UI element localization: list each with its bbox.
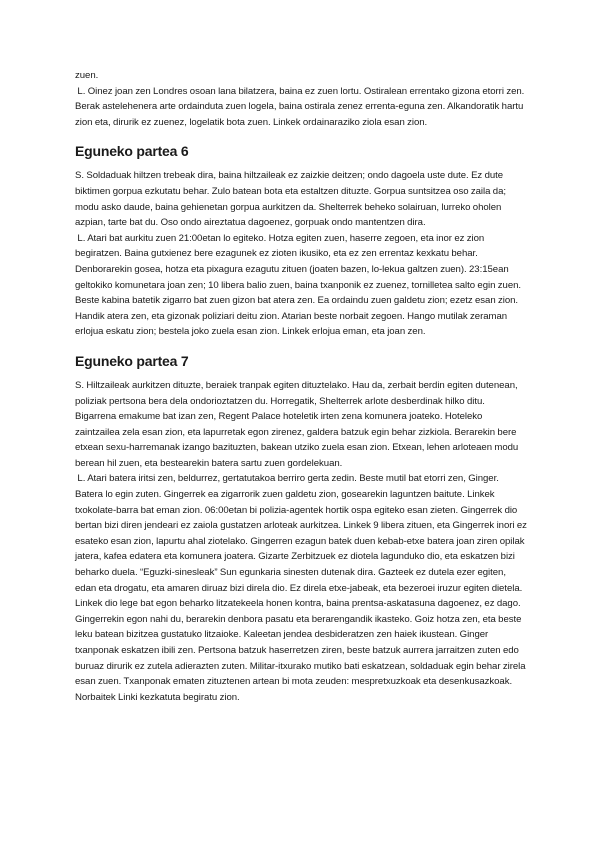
paragraph: S. Hiltzaileak aurkitzen dituzte, beraiek tranpak egiten dituztelako. Hau da, zerbait berdin egiten dutenean, poliziak pertsona bera dela ondorioztatzen du. Horregatik, Shelterrek arlote desberdinak hilko ditu. Bigarrena emakume bat izan zen, Regent Palace hoteletik irten zena komunera joateko. Hoteleko zaintzailea zela esan zion, eta lapurretak egon zirenez, galdera batzuk egin behar zizkiola. Berarekin bere etxean sexu-harremanak izango bazituzten, bakean utziko zuela esan zion. Etxean, lehen arloteaen modu berean hil zuen, eta bestearekin batera sartu zuen gordelekuan. <box>75 379 519 469</box>
section-heading: Eguneko partea 6 <box>75 143 189 160</box>
document-page <box>75 68 527 705</box>
section-day-7 <box>75 352 527 705</box>
section-heading: Eguneko partea 7 <box>75 352 189 369</box>
paragraph: L. Atari batera iritsi zen, beldurrez, gertatutakoa berriro gerta zedin. Beste mutil bat etorri zen, Ginger. Batera lo egin zuten. Gingerrek ea zigarrorik zuen galdetu zion, gosearekin laguntzen baitute. Linkek txokolate-barra bat eman zion. 06:00etan bi polizia-agentek hortik ospa egiteko esan zieten. Gingerrek dio bertan bizi diren jendeari ez zaiola gustatzen arloteak aurkitzea. Linkek 9 libera zituen, eta Gingerrek inori ez esateko esan zion, lapurtu ahal ziotelako. Gingerren ezagun batek duen kebab-etxe batera joan ziren opilak jatera, kafea edatera eta komunera joatera. Gizarte Zerbitzuek ez diotela lagunduko dio, eta eskatzen bizi beharko duela. “Eguzki-sinesleak” Sun egunkaria sinesten dutenak dira. Gazteek ez dutela ezer egiten, edan eta drogatu, eta amaren diruaz bizi direla dio. Ez direla etxe-jabeak, eta bezeroei iruzur egiten dietela. Linkek dio lege bat egon beharko litzatekeela honen kontra, baina prentsa-askatasuna dagoenez, ez dago. Gingerrekin egon nahi du, berarekin denbora pasatu eta berarengandik ikasteko. Goiz hotza zen, eta beste leku batean bizitzea gustatuko litzaioke. Kaleetan jendea desbideratzen zen haiek ikustean. Ginger txanponak eskatzen ibili zen. Pertsona batzuk haserretzen ziren, beste batzuk aurrera jarraitzen zuten edo buruaz dirurik ez zutela adierazten zuten. Militar-itxurako mutiko bati eskatzean, soldaduak egin behar zirela esan zuen. Txanponak ematen zituztenen artean bi mota zeuden: mespretxuzkoak eta desenkusazkoak. Norbaitek Linki kezkatuta begiratu zion. <box>75 473 527 703</box>
section-day-6 <box>75 142 527 340</box>
paragraph: S. Soldaduak hiltzen trebeak dira, baina hiltzaileak ez zaizkie deitzen; ondo dagoela uste dute. Ez dute biktimen gorpua ezkutatu behar. Zulo batean bota eta estaltzen dituzte. Gorpua suntsitzea oso zaila da; modu asko daude, baina gehienetan gorpua aurkitzen da. Shelterrek beheko solairuan, lurreko oholen azpian, tarte bat du. Oso ondo aireztatua dagoenez, gorpuak ondo mantentzen dira. <box>75 170 506 229</box>
paragraph: L. Oinez joan zen Londres osoan lana bilatzera, baina ez zuen lortu. Ostiralean errentako gizona etorri zen. Berak astelehenera arte ordainduta zuen logela, baina ostirala zenez errenta-eguna zen. Alkandoratik hartu zion eta, dirurik ez zuenez, logelatik bota zuen. Linkek ordainaraziko ziola esan zion. <box>75 85 525 128</box>
paragraph: zuen. <box>75 70 99 81</box>
paragraph: L. Atari bat aurkitu zuen 21:00etan lo egiteko. Hotza egiten zuen, haserre zegoen, eta inor ez zion begiratzen. Baina gutxienez bere ezagunek ez zioten ikusiko, eta ez zen errentaz kexkatu behar. Denborarekin gosea, hotza eta pixagura ezagutu zituen (joaten bazen, lo-lekua galtzen zuen). 23:15ean geltokiko komunetara joan zen; 10 libera balio zuen, baina txanponik ez zuenez, tornilletea salto egin zuen. Beste kabina batetik zigarro bat zuen gizon bat atera zen. Ea ordaindu zuen galdetu zion; ezetz esan zion. Handik atera zen, eta gizonak poliziari deitu zion. Atarian beste norbait zegoen. Hango mutilak zeraman erlojua eskatu zion; bestela joko zuela esan zion. Linkek erlojua eman, eta joan zen. <box>75 232 522 338</box>
opening-block <box>75 68 527 130</box>
